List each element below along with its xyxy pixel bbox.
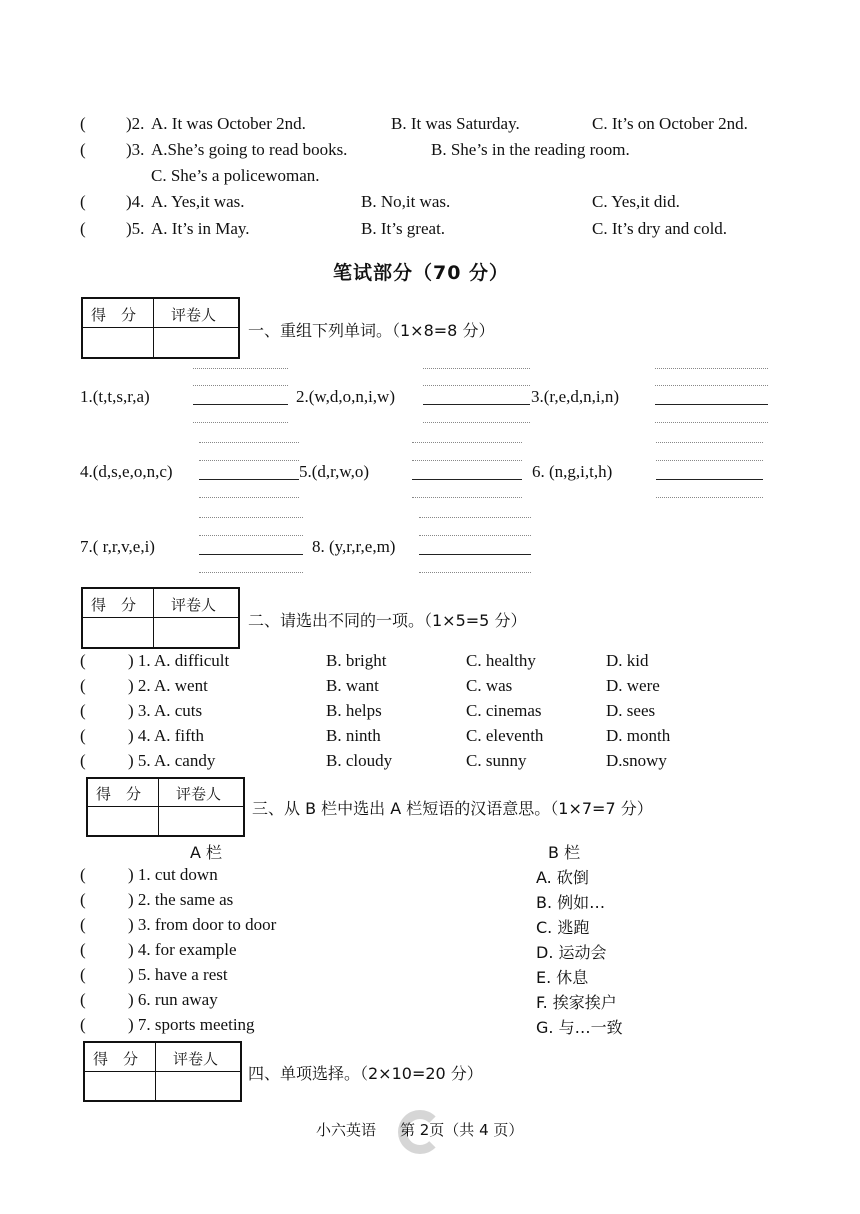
question: ) 2. A. went — [128, 676, 208, 695]
paren: ( — [80, 114, 86, 133]
answer-line[interactable] — [193, 404, 288, 405]
answer-line[interactable] — [199, 479, 299, 480]
phrase: ) 7. sports meeting — [128, 1015, 255, 1034]
answer-line[interactable] — [655, 404, 768, 405]
option-c: C. She’s a policewoman. — [151, 166, 320, 185]
score-box — [86, 777, 245, 837]
score-box — [81, 297, 240, 359]
answer-line[interactable] — [656, 479, 763, 480]
grader-label: 评卷人 — [171, 596, 217, 614]
option-b: B. ninth — [326, 726, 381, 745]
paren: ( — [80, 990, 86, 1009]
grader-label: 评卷人 — [171, 306, 217, 324]
paren: ( — [80, 676, 86, 695]
paren: ( — [80, 890, 86, 909]
word-item: 4.(d,s,e,o,n,c) — [80, 462, 173, 481]
score-label: 得 分 — [96, 785, 142, 803]
phrase: ) 4. for example — [128, 940, 237, 959]
score-box — [81, 587, 240, 649]
paren: ( — [80, 701, 86, 720]
phrase: ) 2. the same as — [128, 890, 234, 909]
option-c: C. healthy — [466, 651, 536, 670]
paren: ( — [80, 965, 86, 984]
meaning: A. 砍倒 — [536, 868, 589, 887]
phrase: ) 3. from door to door — [128, 915, 277, 934]
footer-subject: 小六英语 — [316, 1121, 377, 1139]
option-a: A. It was October 2nd. — [151, 114, 306, 133]
column-b-header: B 栏 — [548, 843, 581, 862]
question-number: )4. — [126, 192, 145, 211]
option-b: B. No,it was. — [361, 192, 451, 211]
paren: ( — [80, 940, 86, 959]
meaning: F. 挨家挨户 — [536, 993, 617, 1012]
option-b: B. It was Saturday. — [391, 114, 520, 133]
option-d: D. were — [606, 676, 660, 695]
paren: ( — [80, 192, 86, 211]
option-a: A. Yes,it was. — [151, 192, 245, 211]
word-item: 6. (n,g,i,t,h) — [532, 462, 613, 481]
score-label: 得 分 — [93, 1050, 139, 1068]
word-item: 8. (y,r,r,e,m) — [312, 537, 396, 556]
meaning: G. 与…一致 — [536, 1018, 623, 1037]
option-c: C. Yes,it did. — [592, 192, 680, 211]
column-a-header: A 栏 — [190, 843, 223, 862]
word-item: 5.(d,r,w,o) — [299, 462, 369, 481]
question: ) 3. A. cuts — [128, 701, 203, 720]
option-b: B. helps — [326, 701, 382, 720]
score-label: 得 分 — [91, 306, 137, 324]
option-a: A.She’s going to read books. — [151, 140, 348, 159]
paren: ( — [80, 865, 86, 884]
meaning: C. 逃跑 — [536, 918, 590, 937]
word-item: 3.(r,e,d,n,i,n) — [531, 387, 620, 406]
question: ) 1. A. difficult — [128, 651, 230, 670]
word-item: 2.(w,d,o,n,i,w) — [296, 387, 395, 406]
option-a: A. It’s in May. — [151, 219, 250, 238]
option-d: D. kid — [606, 651, 649, 670]
phrase: ) 1. cut down — [128, 865, 218, 884]
paren: ( — [80, 751, 86, 770]
paren: ( — [80, 140, 86, 159]
question: ) 5. A. candy — [128, 751, 216, 770]
paren: ( — [80, 219, 86, 238]
section-1-title: 一、重组下列单词。（1×8=8 分） — [248, 321, 495, 340]
paren: ( — [80, 651, 86, 670]
option-c: C. was — [466, 676, 513, 695]
word-item: 7.( r,r,v,e,i) — [80, 537, 155, 556]
paren: ( — [80, 726, 86, 745]
answer-line[interactable] — [412, 479, 522, 480]
answer-line[interactable] — [419, 554, 531, 555]
option-b: B. It’s great. — [361, 219, 446, 238]
meaning: D. 运动会 — [536, 943, 607, 962]
score-label: 得 分 — [91, 596, 137, 614]
option-c: C. eleventh — [466, 726, 544, 745]
question-number: )3. — [126, 140, 145, 159]
question-number: )2. — [126, 114, 145, 133]
option-b: B. She’s in the reading room. — [431, 140, 630, 159]
footer-page: 第 2页（共 4 页） — [400, 1121, 524, 1139]
option-d: D. month — [606, 726, 671, 745]
option-d: D. sees — [606, 701, 656, 720]
answer-line[interactable] — [423, 404, 530, 405]
option-c: C. It’s on October 2nd. — [592, 114, 748, 133]
option-d: D.snowy — [606, 751, 667, 770]
phrase: ) 5. have a rest — [128, 965, 228, 984]
option-b: B. want — [326, 676, 379, 695]
option-b: B. bright — [326, 651, 387, 670]
written-part-title: 笔试部分（70 分） — [333, 262, 510, 284]
paren: ( — [80, 915, 86, 934]
word-item: 1.(t,t,s,r,a) — [80, 387, 150, 406]
question: ) 4. A. fifth — [128, 726, 205, 745]
meaning: E. 休息 — [536, 968, 589, 987]
meaning: B. 例如… — [536, 893, 606, 912]
grader-label: 评卷人 — [173, 1050, 219, 1068]
answer-line[interactable] — [199, 554, 303, 555]
section-3-title: 三、从 B 栏中选出 A 栏短语的汉语意思。（1×7=7 分） — [252, 799, 653, 818]
phrase: ) 6. run away — [128, 990, 218, 1009]
grader-label: 评卷人 — [176, 785, 222, 803]
section-4-title: 四、单项选择。（2×10=20 分） — [248, 1064, 483, 1083]
section-2-title: 二、请选出不同的一项。（1×5=5 分） — [248, 611, 527, 630]
option-c: C. sunny — [466, 751, 527, 770]
option-c: C. cinemas — [466, 701, 542, 720]
question-number: )5. — [126, 219, 145, 238]
score-box — [83, 1041, 242, 1102]
paren: ( — [80, 1015, 86, 1034]
option-b: B. cloudy — [326, 751, 393, 770]
option-c: C. It’s dry and cold. — [592, 219, 728, 238]
